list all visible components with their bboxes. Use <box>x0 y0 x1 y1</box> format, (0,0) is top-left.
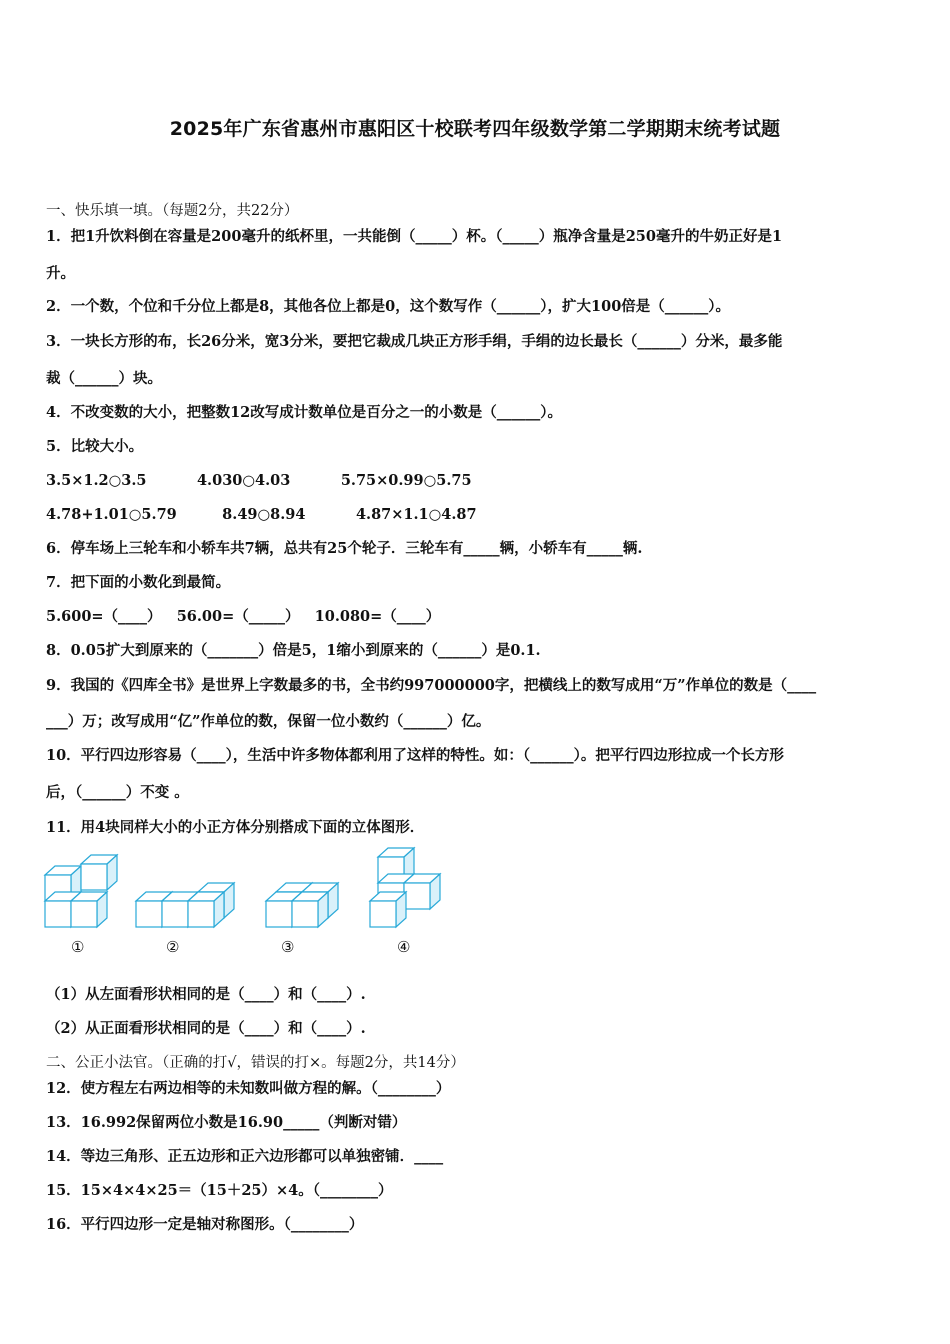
cube <box>370 892 406 927</box>
question-9-line-2: ___）万；改写成用“亿”作单位的数，保留一位小数约（______）亿。 <box>46 713 491 730</box>
cube <box>292 892 328 927</box>
question-1-line-2: 升。 <box>46 265 75 282</box>
figure-label-1: ① <box>71 938 85 956</box>
question-2: 2．一个数，个位和千分位上都是8，其他各位上都是0，这个数写作（______），扩大100倍是（______）。 <box>46 298 731 315</box>
question-3-line-2: 裁（______）块。 <box>46 370 162 387</box>
question-7: 7．把下面的小数化到最简。 <box>46 574 231 591</box>
cube <box>404 874 440 909</box>
question-5-row-1: 3.5×1.2○3.5 4.030○4.03 5.75×0.99○5.75 <box>46 472 472 489</box>
cube-figure-2 <box>136 883 234 927</box>
question-11: 11．用4块同样大小的小正方体分别搭成下面的立体图形． <box>46 819 425 836</box>
question-5-row-2: 4.78+1.01○5.79 8.49○8.94 4.87×1.1○4.87 <box>46 506 477 523</box>
question-15: 15．15×4×4×25＝（15＋25）×4。（________） <box>46 1182 393 1199</box>
question-5: 5．比较大小。 <box>46 438 144 455</box>
cube <box>188 892 224 927</box>
question-6: 6．停车场上三轮车和小轿车共7辆，总共有25个轮子．三轮车有_____辆，小轿车有_____辆. <box>46 540 643 557</box>
question-1-line-1: 1．把1升饮料倒在容量是200毫升的纸杯里，一共能倒（_____）杯。（_____）瓶净含量是250毫升的牛奶正好是1 <box>46 228 783 245</box>
question-11-part-2: （2）从正面看形状相同的是（____）和（____）. <box>46 1020 366 1037</box>
question-10-line-1: 10．平行四边形容易（____），生活中许多物体都利用了这样的特性。如：（______）。把平行四边形拉成一个长方形 <box>46 747 784 764</box>
question-7-items: 5.600=（____） 56.00=（_____） 10.080=（____） <box>46 608 441 625</box>
section-1-heading: 一、快乐填一填。（每题2分，共22分） <box>46 203 299 219</box>
cube-figure-1 <box>45 855 117 927</box>
cube-figure-3 <box>266 883 338 927</box>
question-13: 13．16.992保留两位小数是16.90_____（判断对错） <box>46 1114 407 1131</box>
question-12: 12．使方程左右两边相等的未知数叫做方程的解。（________） <box>46 1080 451 1097</box>
question-10-line-2: 后，（______）不变 。 <box>46 784 189 801</box>
figure-label-4: ④ <box>397 938 411 956</box>
section-2-heading: 二、公正小法官。（正确的打√，错误的打×。每题2分，共14分） <box>46 1055 465 1071</box>
cube-figure-4 <box>370 848 440 927</box>
cube <box>71 892 107 927</box>
question-8: 8．0.05扩大到原来的（_______）倍是5，1缩小到原来的（______）是0.1. <box>46 642 541 659</box>
question-14: 14．等边三角形、正五边形和正六边形都可以单独密铺．____ <box>46 1148 444 1165</box>
figure-label-2: ② <box>166 938 180 956</box>
question-9-line-1: 9．我国的《四库全书》是世界上字数最多的书，全书约997000000字，把横线上的数写成用“万”作单位的数是（____ <box>46 677 817 694</box>
page-title: 2025年广东省惠州市惠阳区十校联考四年级数学第二学期期末统考试题 <box>169 118 781 140</box>
cube <box>81 855 117 890</box>
question-11-part-1: （1）从左面看形状相同的是（____）和（____）. <box>46 986 366 1003</box>
question-3-line-1: 3．一块长方形的布，长26分米，宽3分米，要把它裁成几块正方形手绢，手绢的边长最长（______）分米，最多能 <box>46 333 783 350</box>
question-16: 16．平行四边形一定是轴对称图形。（________） <box>46 1216 364 1233</box>
figure-label-3: ③ <box>281 938 295 956</box>
question-4: 4．不改变数的大小，把整数12改写成计数单位是百分之一的小数是（______）。 <box>46 404 563 421</box>
